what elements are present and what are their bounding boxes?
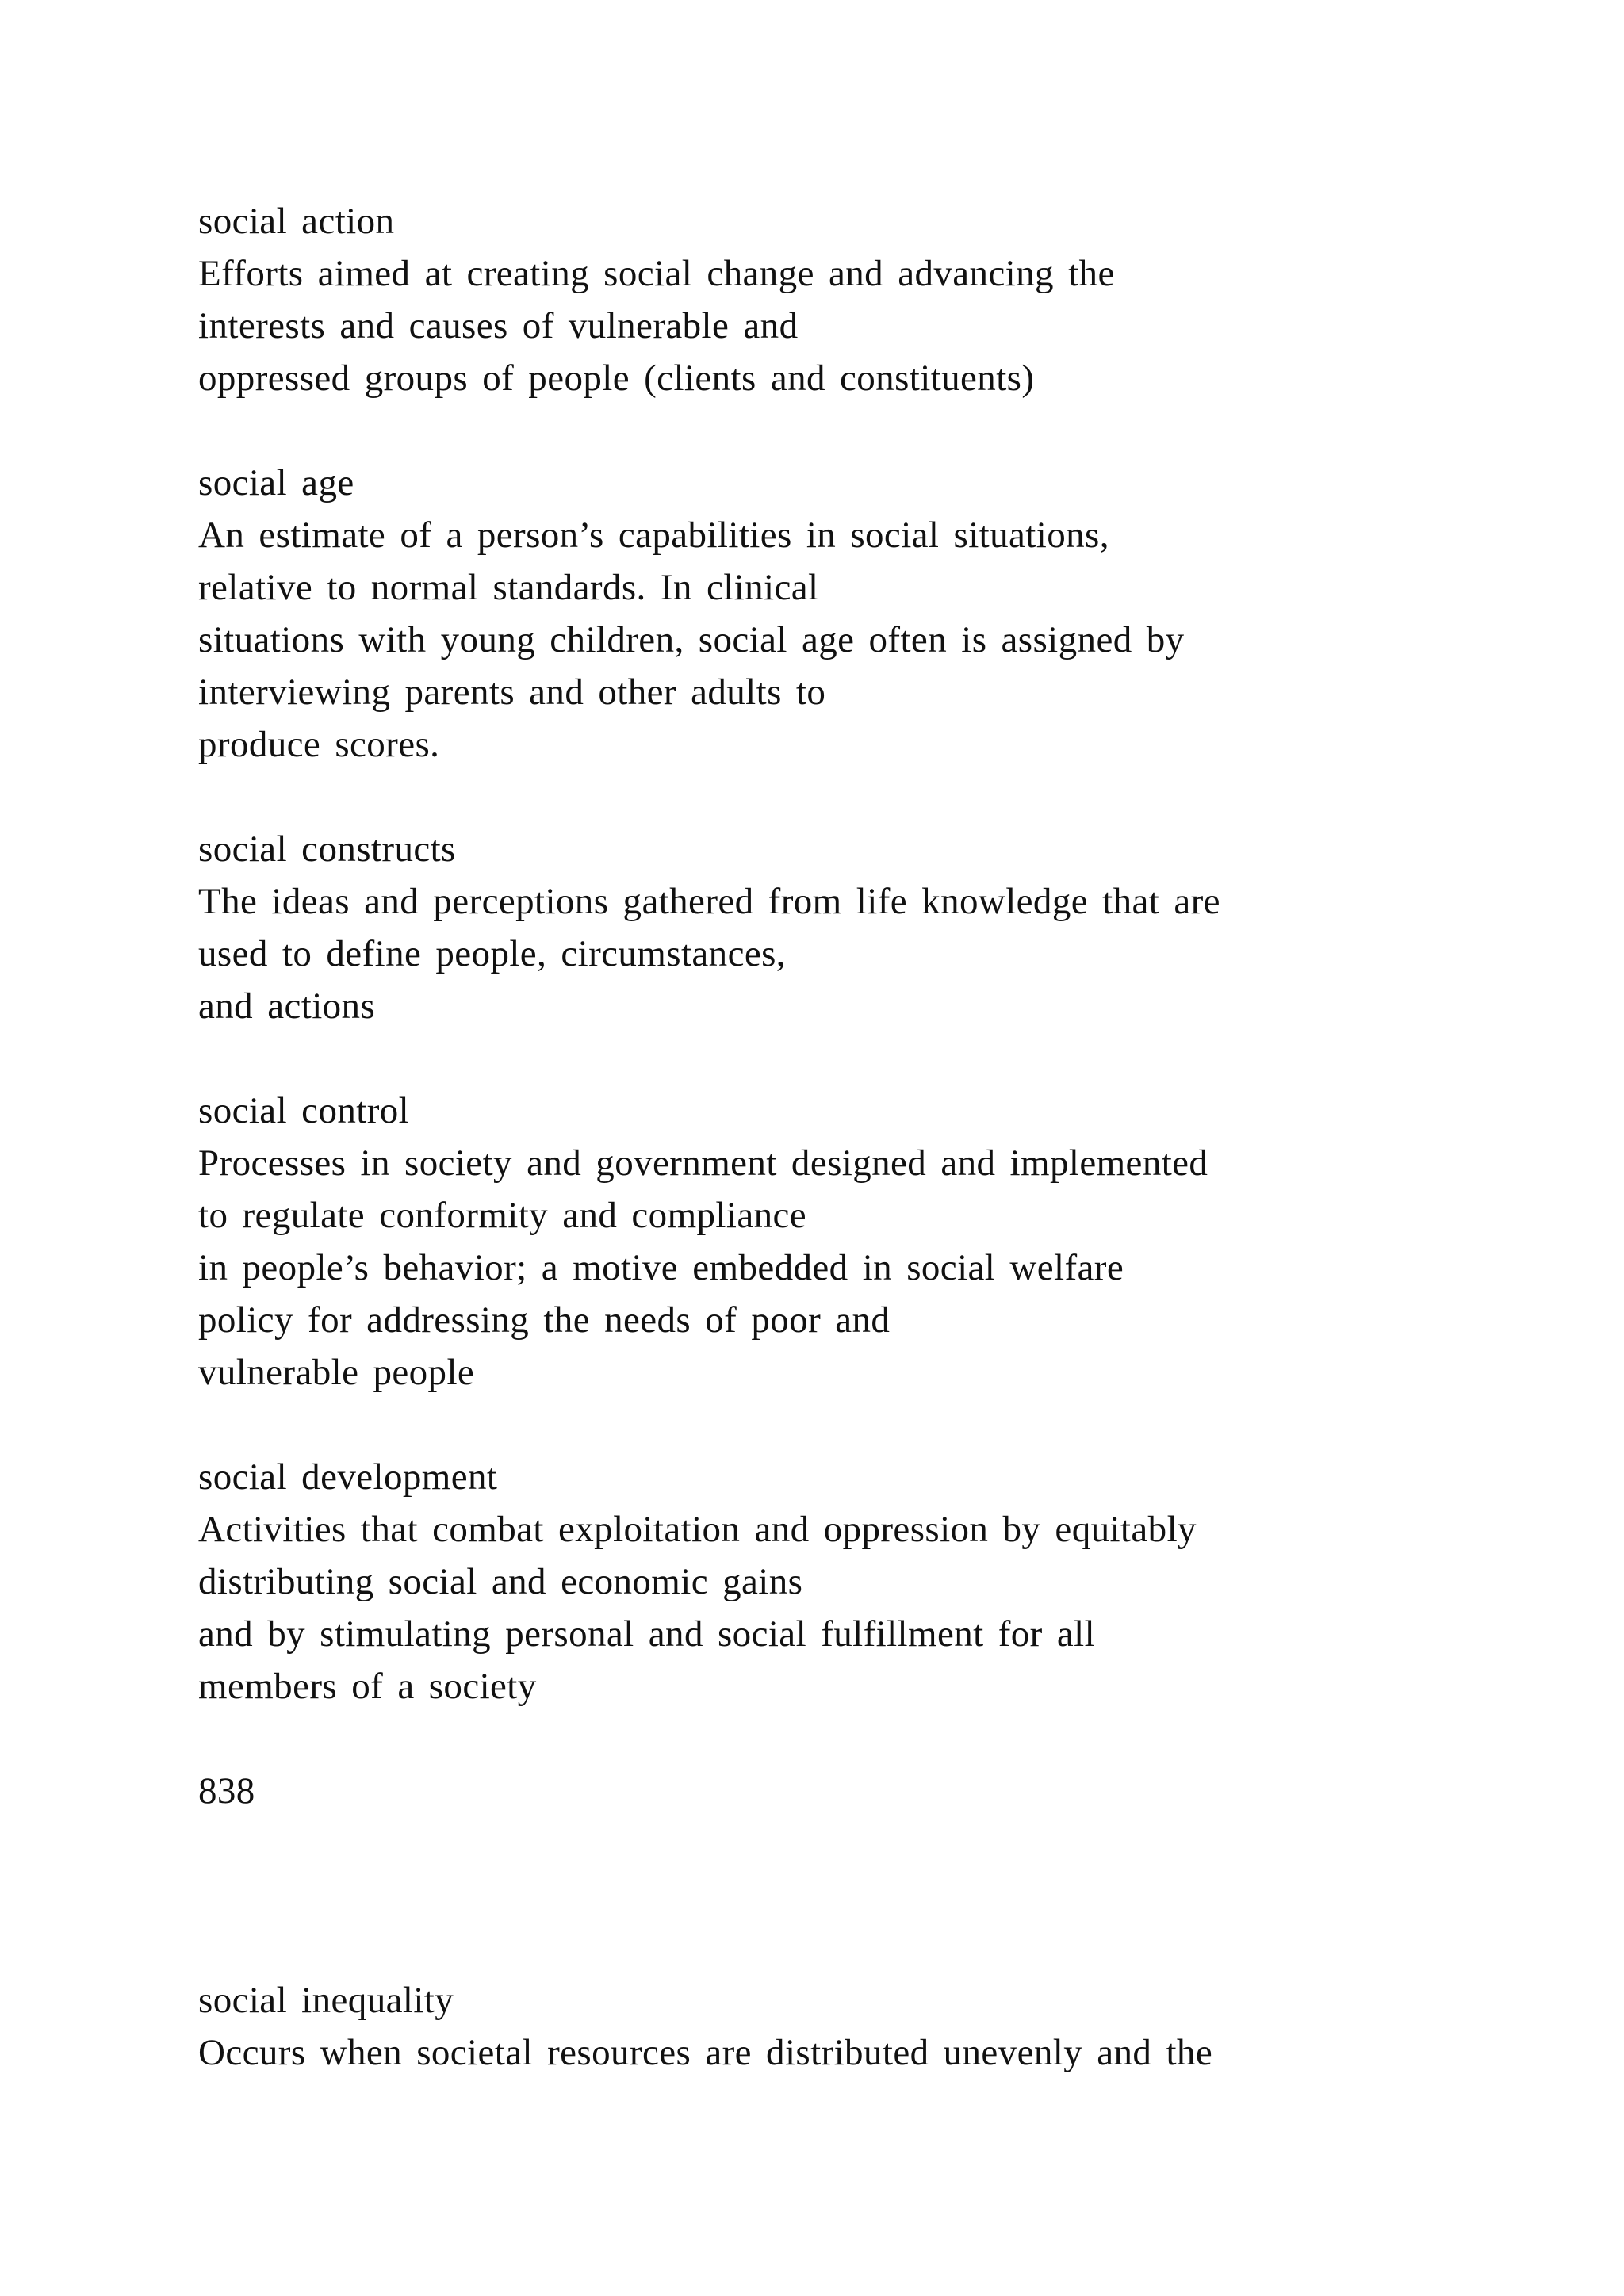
spacer [198,404,1546,457]
glossary-term: social age [198,462,354,503]
definition-line: interviewing parents and other adults to [198,672,826,713]
definition-line: relative to normal standards. In clinical [198,567,819,608]
definition-line: situations with young children, social age often is assigned by [198,619,1185,660]
definition-line: and by stimulating personal and social fulfillment for all [198,1613,1096,1655]
definition-line: Occurs when societal resources are distributed unevenly and the [198,2032,1213,2073]
definition-line: vulnerable people [198,1352,475,1393]
glossary-entry [198,1085,1546,1399]
page-number: 838 [198,1770,255,1812]
definition-line: Activities that combat exploitation and oppression by equitably [198,1509,1197,1550]
glossary-entry [198,195,1546,404]
glossary-term: social constructs [198,828,456,870]
glossary-entry [198,1451,1546,1712]
glossary-entry [198,823,1546,1032]
glossary-term: social development [198,1456,498,1498]
definition-line: to regulate conformity and compliance [198,1195,807,1236]
definition-line: Processes in society and government designed and implemented [198,1142,1208,1184]
glossary-entry [198,457,1546,771]
glossary-term: social inequality [198,1980,454,2021]
glossary-term: social control [198,1090,410,1131]
spacer [198,1712,1546,1765]
definition-line: Efforts aimed at creating social change and advancing the [198,253,1115,294]
definition-line: and actions [198,985,376,1027]
document-page [198,195,1546,2079]
definition-line: in people’s behavior; a motive embedded in social welfare [198,1247,1124,1288]
glossary-term: social action [198,201,395,242]
glossary-entry [198,1974,1546,2079]
spacer [198,1399,1546,1451]
definition-line: interests and causes of vulnerable and [198,305,799,346]
definition-line: used to define people, circumstances, [198,933,786,974]
definition-line: oppressed groups of people (clients and constituents) [198,358,1035,399]
definition-line: The ideas and perceptions gathered from life knowledge that are [198,881,1220,922]
definition-line: members of a society [198,1666,537,1707]
definition-line: policy for addressing the needs of poor and [198,1299,891,1341]
definition-line: produce scores. [198,724,440,765]
spacer [198,1032,1546,1085]
spacer [198,771,1546,823]
spacer [198,1817,1546,1974]
definition-line: distributing social and economic gains [198,1561,803,1602]
definition-line: An estimate of a person’s capabilities in social situations, [198,515,1109,556]
